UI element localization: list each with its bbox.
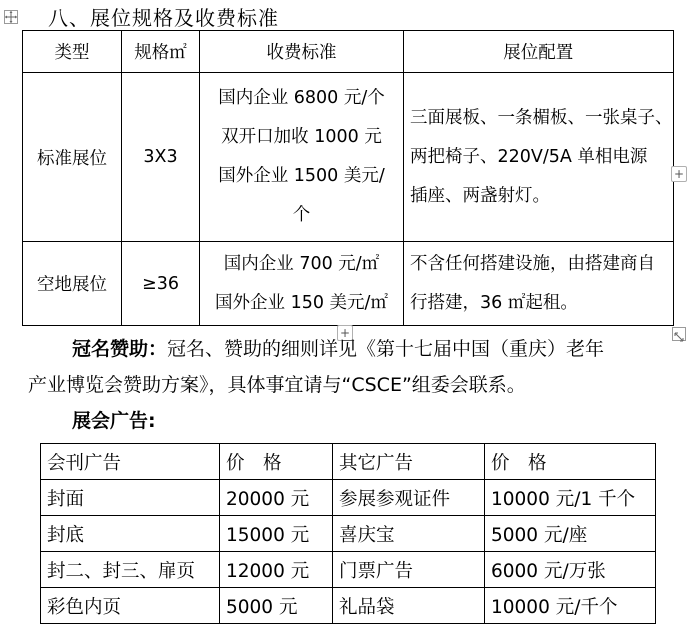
sponsorship-colon: ： — [148, 338, 168, 360]
fee-cell — [200, 242, 404, 326]
fee-line: 个 — [292, 205, 311, 225]
table-cell: 6000 元/万张 — [485, 552, 656, 588]
table-row — [41, 552, 656, 588]
table-row — [41, 480, 656, 516]
table-cell: 礼品袋 — [333, 588, 485, 624]
fee-line: 国内企业 700 元/㎡ — [223, 253, 380, 274]
fee-line: 国外企业 150 美元/㎡ — [215, 292, 388, 313]
config-line: 行搭建，36 ㎡起租。 — [410, 292, 578, 313]
sponsorship-paragraph — [72, 334, 604, 361]
table-cell: 5000 元 — [220, 588, 333, 624]
table-cell: 门票广告 — [333, 552, 485, 588]
config-line: 插座、两盏射灯。 — [410, 185, 550, 206]
booth-size-cell: 3X3 — [122, 73, 200, 242]
table-cell: 20000 元 — [220, 480, 333, 516]
table-cell: 封底 — [41, 516, 220, 552]
table-row — [23, 73, 674, 242]
booth-size-cell: ≥36 — [122, 242, 200, 326]
header-cell: 展位配置 — [404, 31, 674, 73]
config-cell — [404, 73, 674, 242]
sponsorship-text: 冠名、赞助的细则详见《第十七届中国（重庆）老年 — [167, 338, 605, 360]
fee-line: 国内企业 6800 元/个 — [218, 88, 385, 108]
fee-line: 国外企业 1500 美元/ — [218, 166, 385, 186]
header-cell: 规格㎡ — [122, 31, 200, 73]
header-cell: 类型 — [23, 31, 122, 73]
config-line: 两把椅子、220V/5A 单相电源 — [410, 146, 648, 167]
table-row — [23, 242, 674, 326]
ads-heading: 展会广告: — [72, 410, 156, 432]
table-cell: 10000 元/1 千个 — [485, 480, 656, 516]
header-cell: 价 格 — [220, 444, 333, 480]
table-cell: 15000 元 — [220, 516, 333, 552]
add-column-plus-icon[interactable]: + — [671, 166, 687, 182]
table-cell: 10000 元/千个 — [485, 588, 656, 624]
table-cell: 12000 元 — [220, 552, 333, 588]
header-cell: 会刊广告 — [41, 444, 220, 480]
section-heading: 八、展位规格及收费标准 — [48, 6, 279, 30]
add-row-plus-icon[interactable]: + — [337, 325, 353, 341]
fee-cell — [200, 73, 404, 242]
table-cell: 封面 — [41, 480, 220, 516]
table-cell: 彩色内页 — [41, 588, 220, 624]
fee-line: 双开口加收 1000 元 — [221, 127, 382, 147]
config-line: 不含任何搭建设施，由搭建商自 — [410, 253, 655, 274]
sponsorship-text-line2: 产业博览会赞助方案》，具体事宜请与“CSCE”组委会联系。 — [28, 374, 526, 396]
table-header-row — [23, 31, 674, 73]
header-cell: 价 格 — [485, 444, 656, 480]
table-cell: 参展参观证件 — [333, 480, 485, 516]
header-cell: 其它广告 — [333, 444, 485, 480]
table-header-row — [41, 444, 656, 480]
header-cell: 收费标准 — [200, 31, 404, 73]
table-resize-icon[interactable] — [672, 327, 686, 341]
table-cell: 封二、封三、扉页 — [41, 552, 220, 588]
sponsorship-label: 冠名赞助 — [72, 338, 149, 360]
booth-type-cell: 标准展位 — [23, 73, 122, 242]
table-cell: 5000 元/座 — [485, 516, 656, 552]
ads-price-table — [40, 443, 656, 624]
config-line: 三面展板、一条楣板、一张桌子、 — [410, 107, 673, 128]
table-move-handle-icon[interactable] — [4, 10, 18, 24]
config-cell — [404, 242, 674, 326]
table-cell: 喜庆宝 — [333, 516, 485, 552]
table-row — [41, 516, 656, 552]
spec-fee-table — [22, 30, 674, 326]
booth-type-cell: 空地展位 — [23, 242, 122, 326]
table-row — [41, 588, 656, 624]
